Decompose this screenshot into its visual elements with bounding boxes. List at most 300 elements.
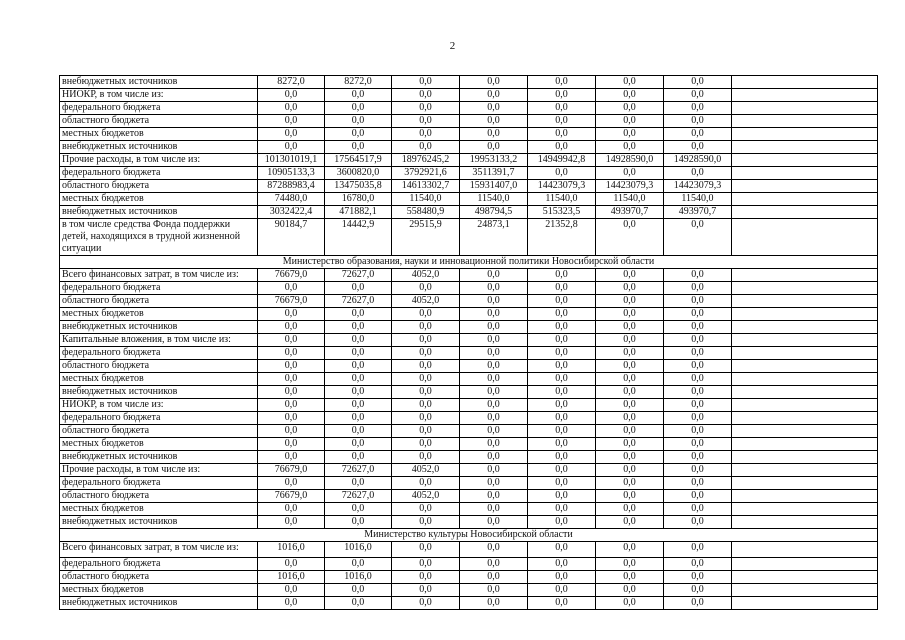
table-row — [60, 477, 878, 490]
empty-cell — [732, 308, 878, 321]
value-cell: 0,0 — [258, 102, 325, 115]
table-row — [60, 558, 878, 571]
value-cell: 24873,1 — [460, 219, 528, 256]
value-cell: 76679,0 — [258, 269, 325, 282]
value-cell: 558480,9 — [392, 206, 460, 219]
value-cell: 0,0 — [596, 141, 664, 154]
value-cell: 0,0 — [664, 321, 732, 334]
value-cell: 0,0 — [664, 360, 732, 373]
row-label: федерального бюджета — [60, 282, 258, 295]
value-cell: 0,0 — [528, 102, 596, 115]
value-cell: 0,0 — [528, 334, 596, 347]
value-cell: 0,0 — [258, 425, 325, 438]
table-row — [60, 193, 878, 206]
value-cell: 0,0 — [325, 115, 392, 128]
value-cell: 0,0 — [528, 360, 596, 373]
table-row — [60, 321, 878, 334]
value-cell: 0,0 — [528, 451, 596, 464]
value-cell: 0,0 — [528, 490, 596, 503]
row-label: местных бюджетов — [60, 373, 258, 386]
value-cell: 0,0 — [325, 141, 392, 154]
value-cell: 0,0 — [258, 115, 325, 128]
empty-cell — [732, 516, 878, 529]
row-label: Прочие расходы, в том числе из: — [60, 154, 258, 167]
value-cell: 0,0 — [258, 584, 325, 597]
value-cell: 0,0 — [392, 451, 460, 464]
value-cell: 0,0 — [596, 308, 664, 321]
value-cell: 0,0 — [325, 89, 392, 102]
empty-cell — [732, 154, 878, 167]
table-row — [60, 269, 878, 282]
value-cell: 0,0 — [325, 321, 392, 334]
empty-cell — [732, 89, 878, 102]
table-row — [60, 386, 878, 399]
value-cell: 13475035,8 — [325, 180, 392, 193]
value-cell: 0,0 — [325, 584, 392, 597]
empty-cell — [732, 399, 878, 412]
value-cell: 0,0 — [528, 477, 596, 490]
value-cell: 515323,5 — [528, 206, 596, 219]
value-cell: 0,0 — [664, 102, 732, 115]
empty-cell — [732, 334, 878, 347]
value-cell: 0,0 — [664, 542, 732, 558]
row-label: местных бюджетов — [60, 438, 258, 451]
value-cell: 0,0 — [460, 102, 528, 115]
value-cell: 0,0 — [325, 347, 392, 360]
value-cell: 0,0 — [460, 477, 528, 490]
value-cell: 0,0 — [528, 399, 596, 412]
value-cell: 0,0 — [392, 102, 460, 115]
value-cell: 0,0 — [528, 295, 596, 308]
value-cell: 471882,1 — [325, 206, 392, 219]
value-cell: 14928590,0 — [596, 154, 664, 167]
value-cell: 0,0 — [664, 516, 732, 529]
table-row — [60, 542, 878, 558]
row-label: местных бюджетов — [60, 308, 258, 321]
value-cell: 0,0 — [460, 542, 528, 558]
section-header-row — [60, 256, 878, 269]
table-row — [60, 438, 878, 451]
value-cell: 0,0 — [392, 141, 460, 154]
empty-cell — [732, 425, 878, 438]
value-cell: 72627,0 — [325, 464, 392, 477]
empty-cell — [732, 597, 878, 610]
value-cell: 0,0 — [664, 438, 732, 451]
value-cell: 493970,7 — [596, 206, 664, 219]
table-row — [60, 399, 878, 412]
row-label: в том числе средства Фонда поддержки детей, находящихся в трудной жизненной ситуации — [60, 219, 258, 256]
value-cell: 3600820,0 — [325, 167, 392, 180]
value-cell: 0,0 — [528, 321, 596, 334]
value-cell: 0,0 — [596, 115, 664, 128]
value-cell: 0,0 — [258, 399, 325, 412]
value-cell: 0,0 — [664, 425, 732, 438]
value-cell: 0,0 — [528, 89, 596, 102]
empty-cell — [732, 347, 878, 360]
value-cell: 15931407,0 — [460, 180, 528, 193]
value-cell: 0,0 — [528, 347, 596, 360]
row-label: внебюджетных источников — [60, 321, 258, 334]
value-cell: 11540,0 — [392, 193, 460, 206]
value-cell: 0,0 — [596, 412, 664, 425]
value-cell: 0,0 — [460, 558, 528, 571]
value-cell: 0,0 — [596, 373, 664, 386]
value-cell: 0,0 — [596, 516, 664, 529]
budget-table-body — [60, 76, 878, 610]
value-cell: 0,0 — [596, 321, 664, 334]
value-cell: 0,0 — [460, 360, 528, 373]
empty-cell — [732, 102, 878, 115]
value-cell: 11540,0 — [664, 193, 732, 206]
row-label: Прочие расходы, в том числе из: — [60, 464, 258, 477]
row-label: областного бюджета — [60, 180, 258, 193]
empty-cell — [732, 360, 878, 373]
row-label: внебюджетных источников — [60, 597, 258, 610]
value-cell: 0,0 — [392, 386, 460, 399]
value-cell: 0,0 — [325, 386, 392, 399]
value-cell: 0,0 — [460, 597, 528, 610]
empty-cell — [732, 167, 878, 180]
value-cell: 8272,0 — [258, 76, 325, 89]
value-cell: 0,0 — [325, 516, 392, 529]
value-cell: 0,0 — [258, 373, 325, 386]
value-cell: 0,0 — [258, 477, 325, 490]
value-cell: 76679,0 — [258, 464, 325, 477]
row-label: федерального бюджета — [60, 477, 258, 490]
value-cell: 0,0 — [664, 308, 732, 321]
table-row — [60, 373, 878, 386]
value-cell: 0,0 — [596, 102, 664, 115]
value-cell: 0,0 — [528, 76, 596, 89]
empty-cell — [732, 438, 878, 451]
value-cell: 0,0 — [325, 399, 392, 412]
value-cell: 0,0 — [664, 451, 732, 464]
table-row — [60, 141, 878, 154]
value-cell: 0,0 — [596, 438, 664, 451]
empty-cell — [732, 115, 878, 128]
value-cell: 0,0 — [664, 386, 732, 399]
value-cell: 0,0 — [596, 464, 664, 477]
value-cell: 0,0 — [596, 360, 664, 373]
row-label: областного бюджета — [60, 571, 258, 584]
empty-cell — [732, 295, 878, 308]
value-cell: 0,0 — [596, 334, 664, 347]
table-row — [60, 76, 878, 89]
value-cell: 17564517,9 — [325, 154, 392, 167]
value-cell: 0,0 — [596, 347, 664, 360]
value-cell: 0,0 — [528, 425, 596, 438]
value-cell: 0,0 — [325, 438, 392, 451]
value-cell: 0,0 — [528, 597, 596, 610]
row-label: федерального бюджета — [60, 347, 258, 360]
value-cell: 498794,5 — [460, 206, 528, 219]
value-cell: 0,0 — [664, 477, 732, 490]
value-cell: 0,0 — [258, 89, 325, 102]
value-cell: 0,0 — [596, 386, 664, 399]
value-cell: 0,0 — [460, 399, 528, 412]
value-cell: 0,0 — [325, 425, 392, 438]
value-cell: 76679,0 — [258, 490, 325, 503]
value-cell: 0,0 — [460, 451, 528, 464]
value-cell: 14423079,3 — [528, 180, 596, 193]
value-cell: 0,0 — [664, 464, 732, 477]
value-cell: 0,0 — [528, 373, 596, 386]
empty-cell — [732, 128, 878, 141]
value-cell: 4052,0 — [392, 464, 460, 477]
value-cell: 0,0 — [258, 308, 325, 321]
section-title: Министерство образования, науки и инновационной политики Новосибирской области — [60, 256, 878, 269]
table-row — [60, 425, 878, 438]
value-cell: 8272,0 — [325, 76, 392, 89]
value-cell: 0,0 — [460, 490, 528, 503]
row-label: внебюджетных источников — [60, 386, 258, 399]
value-cell: 0,0 — [392, 76, 460, 89]
value-cell: 0,0 — [664, 571, 732, 584]
value-cell: 11540,0 — [460, 193, 528, 206]
value-cell: 0,0 — [596, 219, 664, 256]
value-cell: 0,0 — [664, 558, 732, 571]
value-cell: 0,0 — [528, 516, 596, 529]
budget-table — [59, 75, 878, 610]
row-label: внебюджетных источников — [60, 206, 258, 219]
value-cell: 0,0 — [392, 321, 460, 334]
row-label: местных бюджетов — [60, 193, 258, 206]
value-cell: 0,0 — [664, 412, 732, 425]
value-cell: 0,0 — [325, 477, 392, 490]
value-cell: 0,0 — [596, 89, 664, 102]
value-cell: 0,0 — [258, 141, 325, 154]
value-cell: 0,0 — [596, 477, 664, 490]
value-cell: 74480,0 — [258, 193, 325, 206]
value-cell: 11540,0 — [528, 193, 596, 206]
value-cell: 0,0 — [258, 558, 325, 571]
value-cell: 0,0 — [392, 399, 460, 412]
value-cell: 0,0 — [258, 321, 325, 334]
value-cell: 0,0 — [392, 597, 460, 610]
row-label: НИОКР, в том числе из: — [60, 399, 258, 412]
value-cell: 0,0 — [258, 128, 325, 141]
value-cell: 0,0 — [460, 412, 528, 425]
value-cell: 0,0 — [596, 597, 664, 610]
value-cell: 19953133,2 — [460, 154, 528, 167]
value-cell: 0,0 — [258, 597, 325, 610]
value-cell: 0,0 — [460, 334, 528, 347]
value-cell: 18976245,2 — [392, 154, 460, 167]
value-cell: 0,0 — [258, 516, 325, 529]
value-cell: 101301019,1 — [258, 154, 325, 167]
value-cell: 14423079,3 — [596, 180, 664, 193]
value-cell: 0,0 — [460, 425, 528, 438]
value-cell: 0,0 — [664, 219, 732, 256]
value-cell: 0,0 — [258, 451, 325, 464]
row-label: Капитальные вложения, в том числе из: — [60, 334, 258, 347]
value-cell: 0,0 — [460, 308, 528, 321]
value-cell: 0,0 — [528, 141, 596, 154]
value-cell: 0,0 — [258, 334, 325, 347]
value-cell: 0,0 — [325, 503, 392, 516]
table-row — [60, 219, 878, 256]
value-cell: 0,0 — [460, 282, 528, 295]
value-cell: 0,0 — [596, 167, 664, 180]
value-cell: 0,0 — [596, 503, 664, 516]
value-cell: 0,0 — [392, 308, 460, 321]
page-number: 2 — [449, 40, 456, 52]
row-label: местных бюджетов — [60, 503, 258, 516]
empty-cell — [732, 477, 878, 490]
value-cell: 90184,7 — [258, 219, 325, 256]
value-cell: 0,0 — [325, 308, 392, 321]
value-cell: 0,0 — [460, 295, 528, 308]
value-cell: 0,0 — [528, 167, 596, 180]
value-cell: 0,0 — [596, 295, 664, 308]
value-cell: 0,0 — [325, 558, 392, 571]
value-cell: 0,0 — [460, 386, 528, 399]
row-label: федерального бюджета — [60, 412, 258, 425]
value-cell: 0,0 — [460, 76, 528, 89]
value-cell: 0,0 — [460, 503, 528, 516]
value-cell: 0,0 — [392, 503, 460, 516]
value-cell: 0,0 — [528, 464, 596, 477]
value-cell: 87288983,4 — [258, 180, 325, 193]
row-label: областного бюджета — [60, 295, 258, 308]
value-cell: 0,0 — [460, 321, 528, 334]
row-label: Всего финансовых затрат, в том числе из: — [60, 269, 258, 282]
value-cell: 0,0 — [325, 412, 392, 425]
row-label: федерального бюджета — [60, 558, 258, 571]
value-cell: 0,0 — [664, 490, 732, 503]
value-cell: 16780,0 — [325, 193, 392, 206]
value-cell: 0,0 — [528, 308, 596, 321]
value-cell: 0,0 — [258, 282, 325, 295]
value-cell: 0,0 — [460, 464, 528, 477]
value-cell: 72627,0 — [325, 295, 392, 308]
value-cell: 0,0 — [392, 516, 460, 529]
value-cell: 0,0 — [528, 115, 596, 128]
value-cell: 0,0 — [664, 128, 732, 141]
value-cell: 0,0 — [664, 282, 732, 295]
value-cell: 0,0 — [664, 584, 732, 597]
section-title: Министерство культуры Новосибирской области — [60, 529, 878, 542]
value-cell: 4052,0 — [392, 490, 460, 503]
value-cell: 14928590,0 — [664, 154, 732, 167]
value-cell: 11540,0 — [596, 193, 664, 206]
value-cell: 0,0 — [460, 438, 528, 451]
value-cell: 76679,0 — [258, 295, 325, 308]
table-row — [60, 115, 878, 128]
value-cell: 0,0 — [258, 438, 325, 451]
table-row — [60, 360, 878, 373]
value-cell: 1016,0 — [258, 542, 325, 558]
value-cell: 0,0 — [325, 334, 392, 347]
value-cell: 0,0 — [460, 347, 528, 360]
value-cell: 0,0 — [460, 115, 528, 128]
table-row — [60, 102, 878, 115]
empty-cell — [732, 558, 878, 571]
value-cell: 0,0 — [392, 477, 460, 490]
value-cell: 14949942,8 — [528, 154, 596, 167]
value-cell: 0,0 — [460, 269, 528, 282]
row-label: областного бюджета — [60, 115, 258, 128]
value-cell: 0,0 — [258, 347, 325, 360]
value-cell: 0,0 — [596, 282, 664, 295]
value-cell: 0,0 — [528, 282, 596, 295]
value-cell: 0,0 — [460, 516, 528, 529]
value-cell: 0,0 — [528, 542, 596, 558]
table-row — [60, 180, 878, 193]
value-cell: 0,0 — [460, 128, 528, 141]
value-cell: 21352,8 — [528, 219, 596, 256]
row-label: федерального бюджета — [60, 167, 258, 180]
empty-cell — [732, 76, 878, 89]
value-cell: 0,0 — [528, 503, 596, 516]
empty-cell — [732, 542, 878, 558]
row-label: внебюджетных источников — [60, 516, 258, 529]
value-cell: 0,0 — [596, 269, 664, 282]
value-cell: 0,0 — [596, 425, 664, 438]
row-label: местных бюджетов — [60, 584, 258, 597]
row-label: Всего финансовых затрат, в том числе из: — [60, 542, 258, 558]
table-row — [60, 308, 878, 321]
value-cell: 3792921,6 — [392, 167, 460, 180]
value-cell: 0,0 — [392, 373, 460, 386]
value-cell: 0,0 — [664, 399, 732, 412]
value-cell: 0,0 — [392, 89, 460, 102]
value-cell: 0,0 — [392, 128, 460, 141]
value-cell: 0,0 — [596, 128, 664, 141]
value-cell: 0,0 — [528, 412, 596, 425]
value-cell: 0,0 — [392, 584, 460, 597]
value-cell: 0,0 — [528, 386, 596, 399]
empty-cell — [732, 269, 878, 282]
section-header-row — [60, 529, 878, 542]
value-cell: 0,0 — [392, 425, 460, 438]
table-row — [60, 464, 878, 477]
empty-cell — [732, 321, 878, 334]
value-cell: 0,0 — [528, 438, 596, 451]
value-cell: 1016,0 — [258, 571, 325, 584]
empty-cell — [732, 373, 878, 386]
table-row — [60, 490, 878, 503]
value-cell: 0,0 — [392, 282, 460, 295]
value-cell: 0,0 — [392, 412, 460, 425]
value-cell: 0,0 — [596, 571, 664, 584]
value-cell: 0,0 — [664, 597, 732, 610]
value-cell: 0,0 — [664, 167, 732, 180]
row-label: внебюджетных источников — [60, 141, 258, 154]
value-cell: 0,0 — [664, 347, 732, 360]
empty-cell — [732, 464, 878, 477]
value-cell: 4052,0 — [392, 295, 460, 308]
table-row — [60, 347, 878, 360]
value-cell: 0,0 — [664, 115, 732, 128]
table-row — [60, 412, 878, 425]
table-row — [60, 584, 878, 597]
empty-cell — [732, 571, 878, 584]
value-cell: 0,0 — [392, 115, 460, 128]
empty-cell — [732, 451, 878, 464]
value-cell: 0,0 — [325, 102, 392, 115]
value-cell: 0,0 — [392, 438, 460, 451]
table-row — [60, 167, 878, 180]
value-cell: 0,0 — [325, 128, 392, 141]
empty-cell — [732, 412, 878, 425]
value-cell: 0,0 — [325, 597, 392, 610]
row-label: федерального бюджета — [60, 102, 258, 115]
value-cell: 0,0 — [460, 141, 528, 154]
value-cell: 0,0 — [664, 334, 732, 347]
table-row — [60, 334, 878, 347]
value-cell: 29515,9 — [392, 219, 460, 256]
